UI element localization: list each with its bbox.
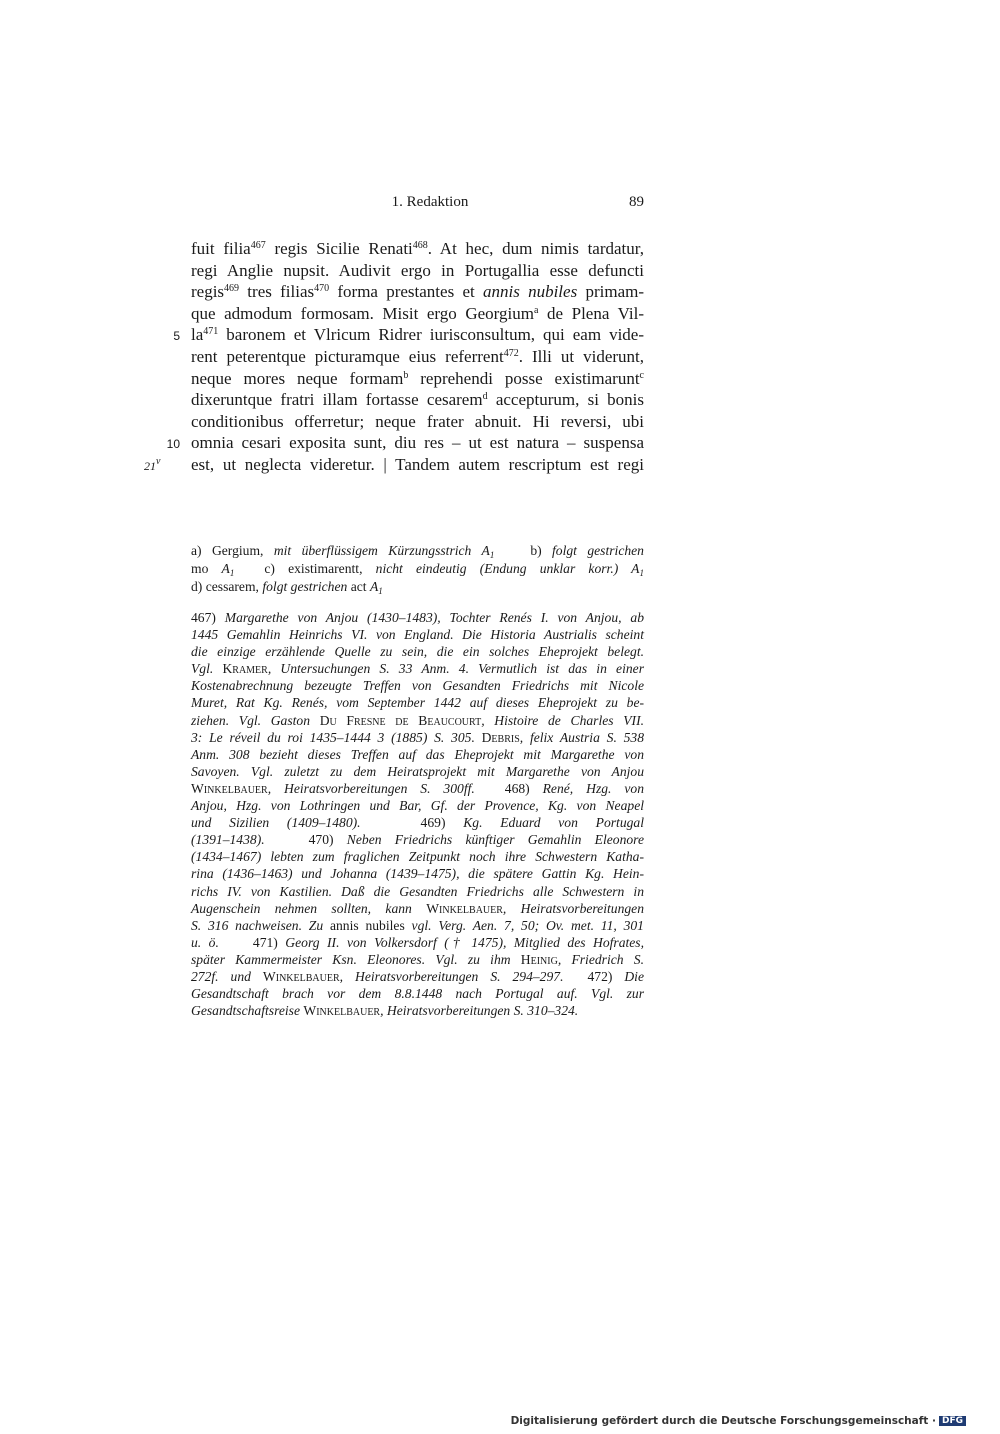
apparatus-ref-d: d <box>482 391 488 403</box>
text-span: und Sizilien (1409–1480). <box>191 815 361 831</box>
author-name: Winkelbauer <box>191 780 268 796</box>
commentary-line: Gesandtschaft brach vor dem 8.8.1448 nach Portugal auf. Vgl. zur <box>191 986 644 1002</box>
dfg-logo: DFG <box>939 1416 966 1426</box>
author-name: Winkelbauer <box>303 1003 381 1019</box>
text-span: mo <box>191 561 222 576</box>
text-span: , Untersuchungen S. 33 Anm. 4. Vermutlich ist das in einer <box>267 661 644 677</box>
apparatus-ref-b: b <box>403 369 409 381</box>
footnote-ref-467: 467 <box>250 240 266 251</box>
siglum-index: 1 <box>639 568 644 578</box>
page-number: 89 <box>629 194 644 210</box>
text-span: 3: Le réveil du roi 1435–1444 3 (1885) S. 305. <box>191 729 482 745</box>
text-span: A <box>369 579 379 594</box>
text-span: , Heiratsvorbereitungen <box>502 900 644 916</box>
note-number: 471) <box>252 934 278 950</box>
apparatus-note-a: a) Gergium, <box>191 543 274 558</box>
commentary-line: richs IV. von Kastilien. Daß die Gesandten Friedrichs alle Schwestern in <box>191 883 644 899</box>
commentary-line <box>191 814 644 831</box>
italic-quotation: annis nubiles <box>482 282 578 302</box>
text-span: Kg. Eduard von Portugal <box>445 815 644 831</box>
commentary-line <box>191 831 644 848</box>
text-line-5 <box>191 324 644 346</box>
apparatus-line <box>191 542 644 560</box>
text-span: fuit filia <box>191 239 251 258</box>
main-text <box>191 238 644 476</box>
siglum-index: 1 <box>229 568 235 578</box>
text-span: Margarethe von Anjou (1430–1483), Tochter Renés I. von Anjou, ab <box>224 610 644 625</box>
text-line-11: est, ut neglecta videretur. | Tandem autem rescriptum est regi <box>191 454 644 474</box>
text-span: tres filias <box>239 282 315 302</box>
text-span: nicht eindeutig (Endung unklar korr.) A <box>375 561 640 576</box>
funding-text: Digitalisierung gefördert durch die Deutsche Forschungsgemeinschaft · <box>510 1415 936 1427</box>
commentary-line: Kostenabrechnung bezeugte Treffen von Gesandten Friedrichs mit Nicole <box>191 678 644 694</box>
note-number: 470) <box>308 832 334 848</box>
text-line-4 <box>191 303 644 325</box>
critical-apparatus <box>191 542 644 596</box>
author-name: Heinig <box>520 951 558 967</box>
text-span: Gesandtschaftsreise <box>191 1003 304 1019</box>
commentary-line: Anm. 308 bezieht dieses Treffen auf das Eheprojekt mit Margarethe von <box>191 746 644 762</box>
text-span: de Plena Vil- <box>538 303 645 323</box>
running-header-title: 1. Redaktion <box>391 194 469 210</box>
author-name: Du Fresne de Beaucourt <box>319 712 482 728</box>
apparatus-ref-a: a <box>533 304 539 316</box>
text-span: la <box>191 325 204 345</box>
text-span: neque mores neque formam <box>191 368 404 388</box>
text-span: A <box>221 561 230 576</box>
text-line-3 <box>191 281 644 303</box>
footnote-ref-468: 468 <box>412 240 428 251</box>
text-span: u. ö. <box>191 934 219 950</box>
apparatus-note-b: b) <box>530 543 553 558</box>
text-span: . Illi ut viderunt, <box>518 346 644 366</box>
text-span: , Heiratsvorbereitungen S. 310–324. <box>380 1003 579 1019</box>
text-span: forma prestantes et <box>329 282 483 302</box>
text-span: Vgl. <box>191 661 223 677</box>
note-number: 472) <box>587 968 613 984</box>
text-span: René, Hzg. von <box>529 780 644 796</box>
text-span: , Heiratsvorbereitungen S. 294–297. <box>339 968 564 984</box>
text-span: accepturum, si bonis <box>487 390 645 410</box>
text-line-1 <box>191 238 644 260</box>
text-line-6 <box>191 346 644 368</box>
text-span: mit überflüssigem Kürzungsstrich A <box>273 543 490 558</box>
text-span: act <box>347 579 370 594</box>
text-span: baronem et Vlricum Ridrer iurisconsultum, qui eam vide- <box>218 325 644 345</box>
siglum-index: 1 <box>489 550 495 560</box>
commentary-line <box>191 917 644 934</box>
author-name: Debris <box>481 729 520 745</box>
commentary-line <box>191 1002 644 1019</box>
commentary-line <box>191 780 644 797</box>
text-span: regis Sicilie Renati <box>265 239 413 258</box>
text-span: S. 316 nachweisen. Zu <box>191 917 330 933</box>
quoted-phrase: annis nubiles <box>329 917 405 933</box>
footnote-ref-469: 469 <box>224 283 240 295</box>
text-span: (1391–1438). <box>191 832 265 848</box>
text-span: , Histoire de Charles VII. <box>481 712 644 728</box>
commentary-line: rina (1436–1463) und Johanna (1439–1475), die spätere Gattin Kg. Hein- <box>191 866 644 882</box>
apparatus-line <box>191 560 644 578</box>
line-number-10: 10 <box>166 437 180 451</box>
commentary-line: die einzige erzählende Quelle zu sein, die ein solches Eheprojekt belegt. <box>191 644 644 660</box>
commentary-line: (1434–1467) lebten zum fraglichen Zeitpunkt noch ihre Schwestern Katha- <box>191 849 644 865</box>
text-span: , Heiratsvorbereitungen S. 300ff. <box>267 780 475 796</box>
commentary-line: Muret, Rat Kg. Renés, vom September 1442 auf dieses Eheprojekt zu be- <box>191 695 644 711</box>
footnote-ref-472: 472 <box>503 347 519 359</box>
funding-note <box>511 1415 966 1427</box>
text-line-7 <box>191 368 644 390</box>
apparatus-ref-c: c <box>639 369 644 381</box>
text-span: dixeruntque fratri illam fortasse cesarem <box>191 390 483 410</box>
text-span: rent peterentque picturamque eius referrent <box>191 346 504 366</box>
commentary-line <box>191 712 644 729</box>
commentary-line: Savoyen. Vgl. zuletzt zu dem Heiratsprojekt mit Margarethe von Anjou <box>191 763 644 779</box>
text-line-10: omnia cesari exposita sunt, diu res – ut est natura – suspensa <box>191 433 644 453</box>
apparatus-comment: folgt gestrichen <box>262 579 348 594</box>
text-span: , Friedrich S. <box>557 951 644 967</box>
author-name: Winkelbauer <box>262 968 340 984</box>
commentary-line <box>191 729 644 746</box>
folio-verso-mark: v <box>156 456 161 467</box>
footnote-ref-471: 471 <box>203 326 219 338</box>
commentary-line <box>191 660 644 677</box>
note-number: 469) <box>420 815 446 831</box>
note-number: 467) <box>191 610 216 625</box>
commentary-line <box>191 609 644 626</box>
folio-marker: 21$^v$ <box>144 456 161 473</box>
text-span: vgl. Verg. Aen. 7, 50; Ov. met. 11, 301 <box>404 917 644 933</box>
author-name: Winkelbauer <box>426 900 503 916</box>
commentary-line: Anjou, Hzg. von Lothringen und Bar, Gf. der Provence, Kg. von Neapel <box>191 798 644 814</box>
note-number: 468) <box>504 780 530 796</box>
apparatus-comment: folgt gestrichen <box>552 543 644 558</box>
text-span: später Kammermeister Ksn. Eleonores. Vgl. zu ihm <box>191 951 521 967</box>
footnote-ref-470: 470 <box>314 283 330 295</box>
apparatus-note-c: c) existimarentt, <box>264 561 376 576</box>
commentary-line <box>191 951 644 968</box>
text-span: Georg II. von Volkersdorf († 1475), Mitglied des Hofrates, <box>277 934 644 950</box>
text-span: primam- <box>577 282 644 302</box>
text-line-9: conditionibus offerretur; neque frater abnuit. Hi reversi, ubi <box>191 411 644 431</box>
commentary-line <box>191 968 644 985</box>
text-span: , felix Austria S. 538 <box>519 729 644 745</box>
apparatus-note-d: d) cessarem, <box>191 579 263 594</box>
text-span: que admodum formosam. Misit ergo Georgium <box>191 303 534 323</box>
commentary-line <box>191 900 644 917</box>
apparatus-comment <box>274 543 494 558</box>
commentary-line: 1445 Gemahlin Heinrichs VI. von England. Die Historia Austrialis scheint <box>191 627 644 643</box>
text-span: Augenschein nehmen sollten, kann <box>191 900 427 916</box>
commentary-notes <box>191 609 644 1019</box>
siglum <box>222 561 235 576</box>
text-span: reprehendi posse existimarunt <box>408 368 640 388</box>
text-line-2: regi Anglie nupsit. Audivit ergo in Portugallia esse defuncti <box>191 260 644 280</box>
text-span: ziehen. Vgl. Gaston <box>191 712 320 728</box>
text-span: Die <box>612 968 644 984</box>
text-line-8 <box>191 389 644 411</box>
text-span: Neben Friedrichs künftiger Gemahlin Eleonore <box>333 832 644 848</box>
siglum <box>370 579 383 594</box>
siglum-index: 1 <box>378 586 383 596</box>
text-span: 272f. und <box>191 968 263 984</box>
apparatus-line <box>191 578 644 596</box>
line-number-5: 5 <box>173 329 180 343</box>
text-span: . At hec, dum nimis tardatur, <box>427 239 645 258</box>
author-name: Kramer <box>222 661 268 677</box>
commentary-line <box>191 934 644 951</box>
apparatus-comment <box>376 561 644 576</box>
text-span: regis <box>191 282 225 302</box>
